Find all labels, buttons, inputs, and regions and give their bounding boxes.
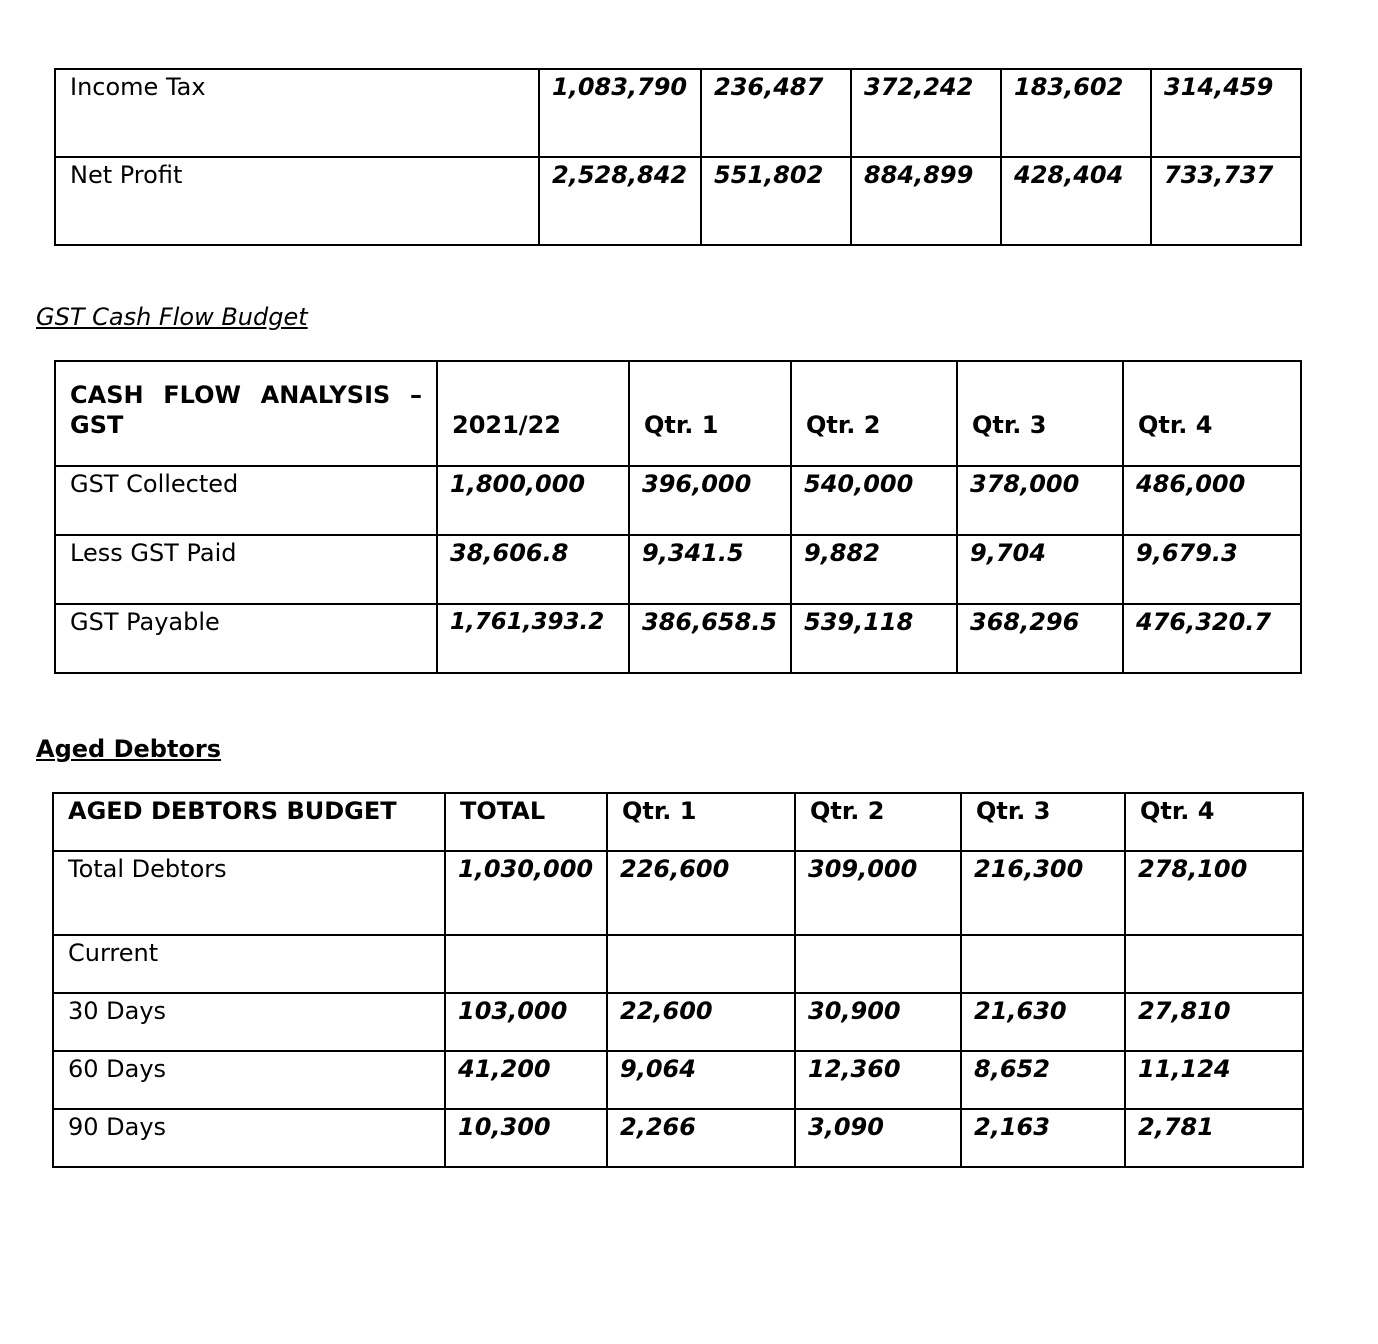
value-cell: 9,882 xyxy=(791,535,957,604)
table-title: CASH FLOW ANALYSIS – GST xyxy=(55,361,437,466)
row-label: GST Payable xyxy=(55,604,437,673)
value-cell: 2,266 xyxy=(607,1109,795,1167)
value-cell: 183,602 xyxy=(1001,69,1151,157)
value-cell: 884,899 xyxy=(851,157,1001,245)
table-row xyxy=(55,604,1301,673)
value-cell: 236,487 xyxy=(701,69,851,157)
column-header: Qtr. 1 xyxy=(607,793,795,851)
value-cell: 1,083,790 xyxy=(539,69,701,157)
value-cell: 2,528,842 xyxy=(539,157,701,245)
value-cell: 41,200 xyxy=(445,1051,607,1109)
row-label: Less GST Paid xyxy=(55,535,437,604)
value-cell: 27,810 xyxy=(1125,993,1303,1051)
column-header: Qtr. 3 xyxy=(957,361,1123,466)
table-row xyxy=(53,993,1303,1051)
value-cell: 733,737 xyxy=(1151,157,1301,245)
value-cell: 2,163 xyxy=(961,1109,1125,1167)
row-label: Current xyxy=(53,935,445,993)
column-header: 2021/22 xyxy=(437,361,629,466)
value-cell: 386,658.5 xyxy=(629,604,791,673)
value-cell: 368,296 xyxy=(957,604,1123,673)
value-cell: 9,064 xyxy=(607,1051,795,1109)
aged-debtors-heading: Aged Debtors xyxy=(36,735,222,763)
value-cell: 540,000 xyxy=(791,466,957,535)
value-cell: 314,459 xyxy=(1151,69,1301,157)
row-label: GST Collected xyxy=(55,466,437,535)
table-header-row xyxy=(53,793,1303,851)
value-cell: 1,761,393.2 xyxy=(437,604,629,673)
value-cell: 2,781 xyxy=(1125,1109,1303,1167)
value-cell xyxy=(961,935,1125,993)
value-cell: 11,124 xyxy=(1125,1051,1303,1109)
column-header: Qtr. 3 xyxy=(961,793,1125,851)
column-header: Qtr. 1 xyxy=(629,361,791,466)
column-header: TOTAL xyxy=(445,793,607,851)
table-row xyxy=(53,851,1303,935)
row-label: 30 Days xyxy=(53,993,445,1051)
value-cell: 278,100 xyxy=(1125,851,1303,935)
gst-heading: GST Cash Flow Budget xyxy=(36,303,308,331)
value-cell: 21,630 xyxy=(961,993,1125,1051)
table-row xyxy=(55,69,1301,157)
row-label: Net Profit xyxy=(55,157,539,245)
table-row xyxy=(53,1051,1303,1109)
value-cell: 9,679.3 xyxy=(1123,535,1301,604)
value-cell: 3,090 xyxy=(795,1109,961,1167)
profit-table xyxy=(54,68,1302,246)
value-cell: 30,900 xyxy=(795,993,961,1051)
value-cell: 8,652 xyxy=(961,1051,1125,1109)
row-label: Total Debtors xyxy=(53,851,445,935)
table-row xyxy=(55,535,1301,604)
value-cell: 38,606.8 xyxy=(437,535,629,604)
aged-debtors-table xyxy=(52,792,1304,1168)
value-cell xyxy=(445,935,607,993)
gst-cash-flow-table xyxy=(54,360,1302,674)
value-cell: 22,600 xyxy=(607,993,795,1051)
value-cell: 372,242 xyxy=(851,69,1001,157)
value-cell: 486,000 xyxy=(1123,466,1301,535)
row-label: Income Tax xyxy=(55,69,539,157)
value-cell: 428,404 xyxy=(1001,157,1151,245)
value-cell: 309,000 xyxy=(795,851,961,935)
value-cell: 1,800,000 xyxy=(437,466,629,535)
table-row xyxy=(55,466,1301,535)
table-row xyxy=(55,157,1301,245)
value-cell: 396,000 xyxy=(629,466,791,535)
value-cell xyxy=(795,935,961,993)
table-row xyxy=(53,935,1303,993)
value-cell: 378,000 xyxy=(957,466,1123,535)
value-cell: 9,704 xyxy=(957,535,1123,604)
value-cell: 216,300 xyxy=(961,851,1125,935)
column-header: Qtr. 4 xyxy=(1123,361,1301,466)
value-cell: 551,802 xyxy=(701,157,851,245)
value-cell: 476,320.7 xyxy=(1123,604,1301,673)
value-cell: 1,030,000 xyxy=(445,851,607,935)
value-cell: 103,000 xyxy=(445,993,607,1051)
table-header-row xyxy=(55,361,1301,466)
value-cell: 226,600 xyxy=(607,851,795,935)
table-title: AGED DEBTORS BUDGET xyxy=(53,793,445,851)
value-cell: 539,118 xyxy=(791,604,957,673)
value-cell xyxy=(1125,935,1303,993)
value-cell: 10,300 xyxy=(445,1109,607,1167)
column-header: Qtr. 2 xyxy=(791,361,957,466)
value-cell: 9,341.5 xyxy=(629,535,791,604)
row-label: 60 Days xyxy=(53,1051,445,1109)
value-cell xyxy=(607,935,795,993)
column-header: Qtr. 4 xyxy=(1125,793,1303,851)
row-label: 90 Days xyxy=(53,1109,445,1167)
table-row xyxy=(53,1109,1303,1167)
value-cell: 12,360 xyxy=(795,1051,961,1109)
column-header: Qtr. 2 xyxy=(795,793,961,851)
